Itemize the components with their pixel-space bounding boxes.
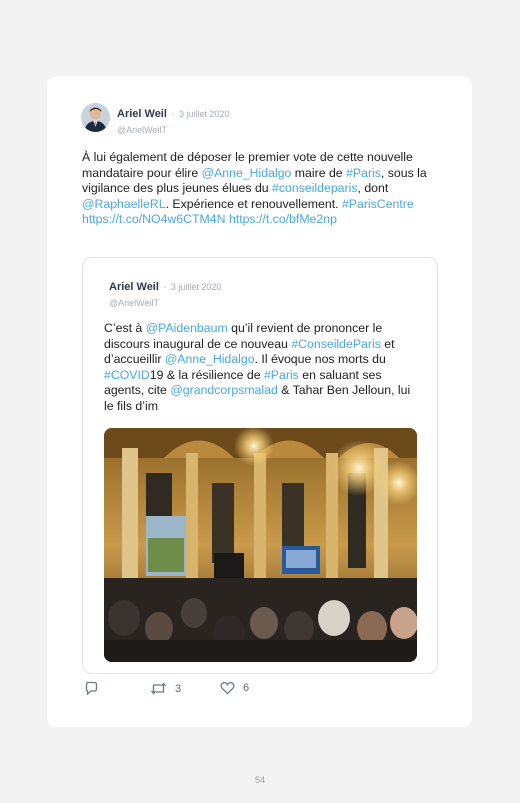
tweet-text-link[interactable]: #ParisCentre: [341, 196, 414, 211]
tweet-text-link[interactable]: @Anne_Hidalgo: [201, 165, 292, 180]
tweet-text-link[interactable]: https://t.co/NO4w6CTM4N: [82, 212, 226, 226]
tweet-card: [47, 76, 472, 727]
tweet-text-segment: , dont: [357, 181, 389, 195]
retweet-count: 3: [175, 682, 182, 695]
tweet-text-link[interactable]: @RaphaelleRL: [82, 196, 166, 211]
quoted-text-segment: . Il évoque nos morts du: [254, 352, 386, 366]
quoted-author-meta: [109, 277, 221, 308]
author-meta: [117, 104, 229, 135]
tweet-text-segment: maire de: [291, 165, 347, 180]
meta-separator: ·: [171, 109, 175, 119]
quoted-text-link[interactable]: @Anne_Hidalgo: [164, 352, 255, 366]
quoted-text-link[interactable]: #COVID: [104, 367, 150, 382]
quoted-text-link[interactable]: #ConseildeParis: [291, 336, 381, 351]
retweet-action[interactable]: [150, 681, 181, 696]
quoted-tweet-text: [104, 321, 414, 414]
tweet-date[interactable]: 3 juillet 2020: [178, 109, 230, 119]
reply-icon[interactable]: [84, 681, 99, 696]
tweet-text-segment: À lui également de déposer le premier vote de cette nouvelle mandataire pour élire: [82, 150, 413, 180]
like-count: 6: [243, 682, 250, 694]
like-action[interactable]: [220, 681, 249, 695]
quoted-text-link[interactable]: #Paris: [263, 367, 299, 382]
author-avatar[interactable]: [81, 103, 110, 132]
quoted-text-segment: 19 & la résilience de: [149, 367, 264, 382]
quoted-text-segment: et d’accueillir: [104, 336, 395, 366]
heart-icon[interactable]: [220, 681, 235, 695]
quoted-text-segment: en saluant ses agents, cite: [104, 367, 382, 397]
page-number: 54: [254, 775, 265, 785]
quoted-meta-separator: ·: [163, 282, 167, 292]
tweet-text-segment: . Expérience et renouvellement.: [165, 196, 342, 211]
tweet-text-segment: , sous la vigilance des plus jeunes élues du: [82, 165, 427, 195]
quoted-author-name[interactable]: Ariel Weil: [109, 281, 159, 293]
author-name[interactable]: Ariel Weil: [117, 108, 167, 120]
tweet-text-link[interactable]: https://t.co/bfMe2np: [228, 212, 337, 226]
tweet-text-link[interactable]: #Paris: [346, 165, 381, 180]
reply-action[interactable]: [84, 681, 99, 696]
retweet-icon[interactable]: [150, 681, 167, 696]
quoted-text-segment: & Tahar Ben Jelloun, lui le fils d’im: [104, 383, 411, 413]
tweet-text: [82, 150, 427, 228]
quoted-text-segment: qu’il revient de prononcer le discours inaugural de ce nouveau: [104, 321, 383, 351]
author-handle[interactable]: @ArielWeilT: [117, 125, 167, 135]
tweet-text-link[interactable]: #conseildeparis: [272, 181, 358, 195]
quoted-author-handle[interactable]: @ArielWeilT: [109, 298, 159, 308]
quoted-tweet-date[interactable]: 3 juillet 2020: [170, 282, 222, 292]
quoted-text-link[interactable]: @grandcorpsmalad: [170, 383, 278, 397]
quoted-text-segment: C’est à: [104, 321, 146, 335]
tweet-photo[interactable]: [104, 428, 417, 662]
quoted-text-link[interactable]: @PAidenbaum: [145, 321, 228, 335]
quoted-tweet[interactable]: [82, 257, 438, 674]
